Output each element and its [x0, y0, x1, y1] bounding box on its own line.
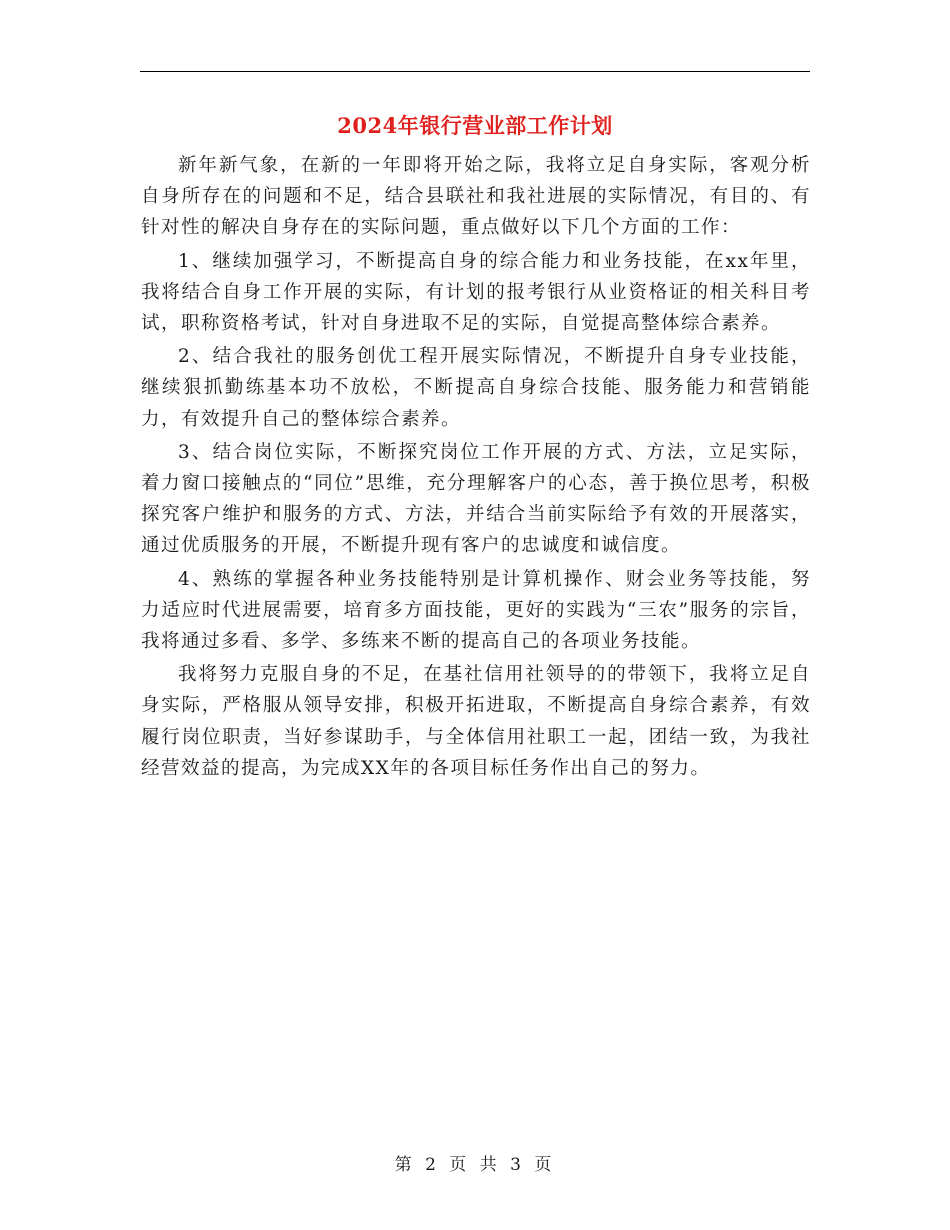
document-body — [141, 150, 811, 786]
item-2-paragraph: 2、结合我社的服务创优工程开展实际情况，不断提升自身专业技能，继续狠抓勤练基本功不放松，不断提高自身综合技能、服务能力和营销能力，有效提升自己的整体综合素养。 — [141, 346, 811, 430]
item-4-paragraph: 4、熟练的掌握各种业务技能特别是计算机操作、财会业务等技能，努力适应时代进展需要，培育多方面技能，更好的实践为“三农”服务的宗旨，我将通过多看、多学、多练来不断的提高自己的各项业务技能。 — [141, 568, 811, 653]
item-1-paragraph: 1、继续加强学习，不断提高自身的综合能力和业务技能，在xx年里，我将结合自身工作开展的实际，有计划的报考银行从业资格证的相关科目考试，职称资格考试，针对自身进取不足的实际，自觉提高整体综合素养。 — [141, 250, 811, 335]
page-number-footer: 第 2 页 共 3 页 — [394, 1155, 556, 1175]
header-rule — [140, 71, 810, 72]
closing-paragraph: 我将努力克服自身的不足，在基社信用社领导的的带领下，我将立足自身实际，严格服从领导安排，积极开拓进取，不断提高自身综合素养，有效履行岗位职责，当好参谋助手，与全体信用社职工一起，团结一致，为我社经营效益的提高，为完成XX年的各项目标任务作出自己的努力。 — [141, 664, 811, 779]
item-3-paragraph: 3、结合岗位实际，不断探究岗位工作开展的方式、方法，立足实际，着力窗口接触点的“同位”思维，充分理解客户的心态，善于换位思考，积极探究客户维护和服务的方式、方法，并结合当前实际给予有效的开展落实，通过优质服务的开展，不断提升现有客户的忠诚度和诚信度。 — [141, 441, 811, 557]
intro-paragraph: 新年新气象，在新的一年即将开始之际，我将立足自身实际，客观分析自身所存在的问题和不足，结合县联社和我社进展的实际情况，有目的、有针对性的解决自身存在的实际问题，重点做好以下几个方面的工作： — [141, 155, 811, 239]
document-title: 2024年银行营业部工作计划 — [337, 113, 613, 138]
